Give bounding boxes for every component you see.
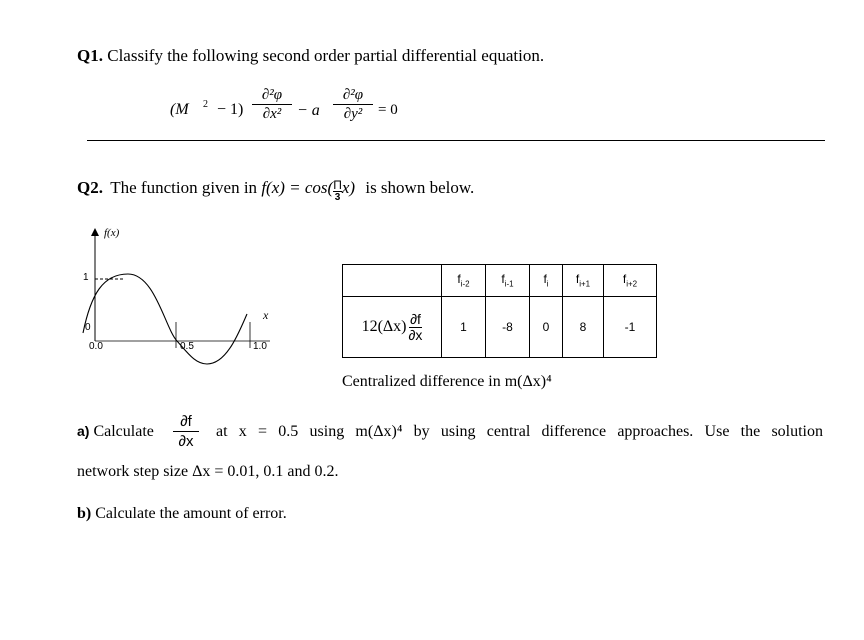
x-tick-05: 0.5 bbox=[180, 341, 194, 352]
eq-den1: ∂x² bbox=[262, 106, 282, 122]
table-row-label: 12(Δx) $\frac{\partial f}{\partial x}$ bbox=[343, 297, 442, 358]
part-b-line bbox=[77, 505, 287, 523]
x-axis-label: x bbox=[263, 308, 269, 322]
table-corner bbox=[343, 265, 442, 297]
q2-pi: Π bbox=[333, 178, 342, 192]
table-header: $f_i$ bbox=[530, 265, 563, 297]
eq-exp: 2 bbox=[203, 99, 208, 110]
q2-text-before: The function given in bbox=[110, 178, 258, 197]
table-caption: Centralized difference in m(Δx)⁴ bbox=[342, 373, 552, 390]
q2-text-after: is shown below. bbox=[365, 178, 475, 197]
table-cell: 1 bbox=[442, 297, 486, 358]
y-axis-arrow bbox=[91, 228, 99, 236]
function-graph bbox=[75, 222, 285, 392]
part-a-den: ∂x bbox=[178, 433, 194, 450]
table-header: $f_{i-1}$ bbox=[486, 265, 530, 297]
eq-den2: ∂y² bbox=[343, 106, 363, 122]
part-a-text3: network step size Δx = 0.01, 0.1 and 0.2. bbox=[77, 463, 339, 480]
table-cell: -1 bbox=[604, 297, 657, 358]
table-header: $f_{i+2}$ bbox=[604, 265, 657, 297]
table-row bbox=[343, 297, 657, 358]
part-a-line1 bbox=[77, 423, 154, 441]
table-cell: 8 bbox=[563, 297, 604, 358]
table-header: $f_{i-2}$ bbox=[442, 265, 486, 297]
y-tick-1: 1 bbox=[83, 272, 89, 283]
q2-line bbox=[77, 178, 474, 203]
q2-three: 3 bbox=[334, 192, 341, 203]
eq-equals: = 0 bbox=[378, 102, 398, 118]
eq-frac2 bbox=[333, 87, 373, 122]
part-b-label: b) bbox=[77, 505, 92, 522]
q2-func: f(x) = cos( bbox=[261, 178, 334, 197]
difference-table bbox=[342, 264, 657, 358]
table-header-row bbox=[343, 265, 657, 297]
cos-curve bbox=[83, 274, 247, 364]
q2-label: Q2. bbox=[77, 178, 103, 197]
eq-minus-one: − 1) bbox=[217, 101, 244, 118]
q1-label: Q1. bbox=[77, 46, 103, 65]
table-cell: 0 bbox=[530, 297, 563, 358]
table-header: $f_{i+1}$ bbox=[563, 265, 604, 297]
part-a-label: a) bbox=[77, 423, 90, 439]
x-tick-10: 1.0 bbox=[253, 341, 267, 352]
q2-pi-frac bbox=[333, 180, 342, 203]
x-tick-00: 0.0 bbox=[89, 341, 103, 352]
eq-minus-a: − a bbox=[297, 102, 320, 119]
part-a-derivative bbox=[173, 413, 199, 450]
part-a-text2: at x = 0.5 using m(Δx)⁴ by using central difference approaches. Use the solution bbox=[216, 423, 823, 440]
eq-lhs: (M bbox=[170, 101, 189, 118]
part-b-text: Calculate the amount of error. bbox=[95, 505, 287, 522]
q2-x-close: x) bbox=[341, 178, 356, 197]
q1-line bbox=[77, 46, 544, 66]
part-a-text1: Calculate bbox=[93, 423, 154, 440]
section-divider bbox=[87, 140, 825, 141]
table-cell: -8 bbox=[486, 297, 530, 358]
eq-num2: ∂²φ bbox=[342, 87, 364, 103]
y-tick-0: 0 bbox=[85, 322, 91, 333]
q1-text: Classify the following second order partial differential equation. bbox=[107, 46, 545, 65]
eq-num1: ∂²φ bbox=[261, 87, 283, 103]
eq-frac1 bbox=[252, 87, 292, 122]
y-axis-label: f(x) bbox=[104, 227, 120, 239]
part-a-num: ∂f bbox=[180, 413, 192, 430]
